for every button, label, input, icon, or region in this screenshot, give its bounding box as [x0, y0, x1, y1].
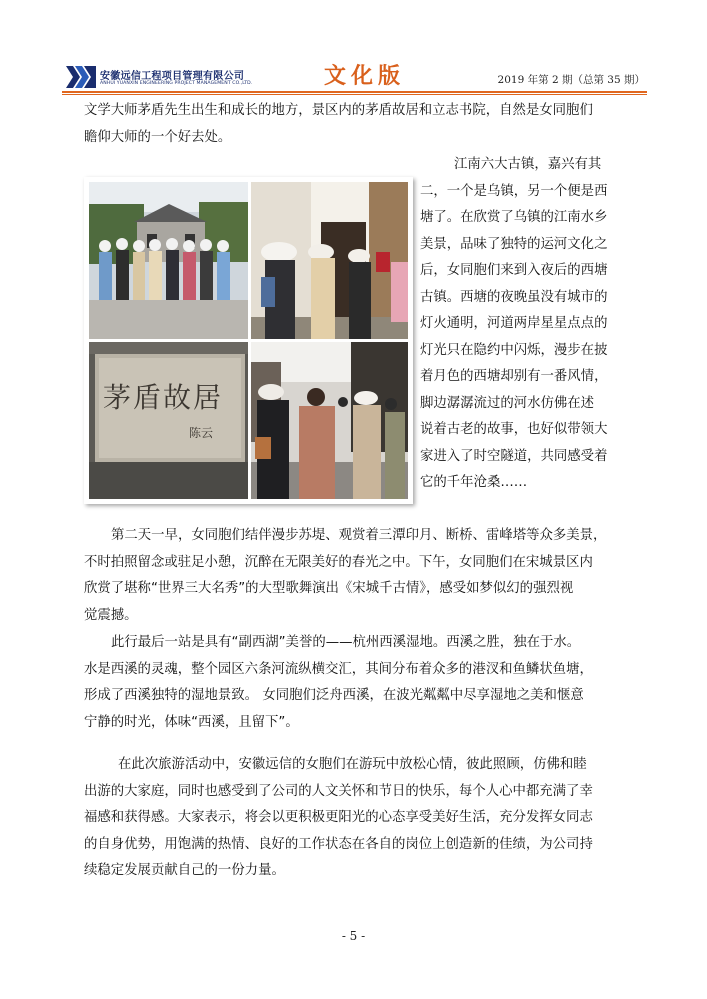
room-photo: [251, 182, 408, 339]
text-line: 二，一个是乌镇，另一个便是西: [420, 183, 608, 199]
xixi-paragraph: [84, 630, 636, 736]
company-name-en: ANHUI YUANXIN ENGINEERING PROJECT MANAGEMENT CO.,LTD.: [100, 81, 253, 86]
text-line: 出游的大家庭，同时也感受到了公司的人文关怀和节日的快乐，每个人心中都充满了幸: [84, 783, 593, 799]
text-line: 文学大师茅盾先生出生和成长的地方，景区内的茅盾故居和立志书院，自然是女同胞们: [84, 103, 593, 118]
group-photo: [89, 182, 248, 339]
text-line: 江南六大古镇，嘉兴有其: [454, 157, 602, 172]
street-photo: [251, 342, 408, 499]
text-line: 福感和获得感。大家表示，将会以更积极更阳光的心态享受美好生活，充分发挥女同志: [84, 810, 593, 825]
text-line: 续稳定发展贡献自己的一份力量。: [84, 863, 285, 878]
text-line: 觉震撼。: [84, 607, 138, 623]
stone-tablet-text: 茅盾故居: [103, 381, 224, 414]
text-line: 欣赏了堪称“世界三大名秀”的大型歌舞演出《宋城千古情》，感受如梦似幻的强烈视: [84, 581, 574, 596]
intro-paragraph: [84, 98, 636, 151]
header-rule: [62, 91, 647, 93]
text-line: 在此次旅游活动中，安徽远信的女胞们在游玩中放松心情，彼此照顾，仿佛和睦: [118, 757, 587, 772]
text-line: 此行最后一站是具有“副西湖”美誉的——杭州西溪湿地。西溪之胜，独在于水。: [111, 635, 581, 650]
text-line: 瞻仰大师的一个好去处。: [84, 129, 232, 145]
text-line: 的自身优势，用饱满的热情、良好的工作状态在各自的岗位上创造新的佳绩，为公司持: [84, 836, 593, 852]
text-line: 灯火通明，河道两岸星星点点的: [420, 316, 608, 331]
stone-tablet-photo: [89, 342, 248, 499]
text-line: 第二天一早，女同胞们结伴漫步苏堤、观赏着三潭印月、断桥、雷峰塔等众多美景，: [111, 528, 607, 543]
text-line: 家进入了时空隧道，共同感受着: [420, 448, 608, 464]
text-line: 塘了。在欣赏了乌镇的江南水乡: [420, 210, 608, 225]
text-line: 宁静的时光，体味“西溪，且留下”。: [84, 714, 299, 730]
page-header: [62, 62, 647, 92]
text-line: 脚边潺潺流过的河水仿佛在述: [420, 395, 595, 411]
day2-paragraph: [84, 523, 636, 629]
header-rule-thin: [62, 94, 647, 95]
text-line: 不时拍照留念或驻足小憩，沉醉在无限美好的春光之中。下午，女同胞们在宋城景区内: [84, 554, 593, 570]
text-line: 美景，品味了独特的运河文化之: [420, 236, 608, 252]
text-line: 水是西溪的灵魂，整个园区六条河流纵横交汇，其间分布着众多的港汊和鱼鳞状鱼塘，: [84, 661, 593, 677]
wuzhen-xitang-paragraph: [420, 152, 636, 497]
closing-paragraph: [84, 752, 636, 885]
text-line: 说着古老的故事，也好似带领大: [420, 422, 608, 437]
page-number: - 5 -: [341, 929, 366, 943]
stone-tablet-signature: 陈云: [189, 426, 214, 440]
text-line: 古镇。西塘的夜晚虽没有城市的: [420, 289, 608, 305]
text-line: 形成了西溪独特的湿地景致。 女同胞们泛舟西溪，在波光粼粼中尽享湿地之美和惬意: [84, 688, 584, 703]
text-line: 灯光只在隐约中闪烁，漫步在披: [420, 342, 608, 358]
text-line: 着月色的西塘却别有一番风情，: [420, 369, 608, 384]
text-line: 后，女同胞们来到入夜后的西塘: [420, 263, 608, 278]
photo-collage: [84, 177, 413, 504]
section-title: 文化版: [324, 64, 406, 89]
yx-logo-icon: [66, 66, 96, 88]
issue-number: 2019 年第 2 期（总第 35 期）: [497, 74, 645, 86]
company-name-cn: 安徽远信工程项目管理有限公司: [100, 71, 245, 82]
text-line: 它的千年沧桑……: [420, 475, 528, 490]
